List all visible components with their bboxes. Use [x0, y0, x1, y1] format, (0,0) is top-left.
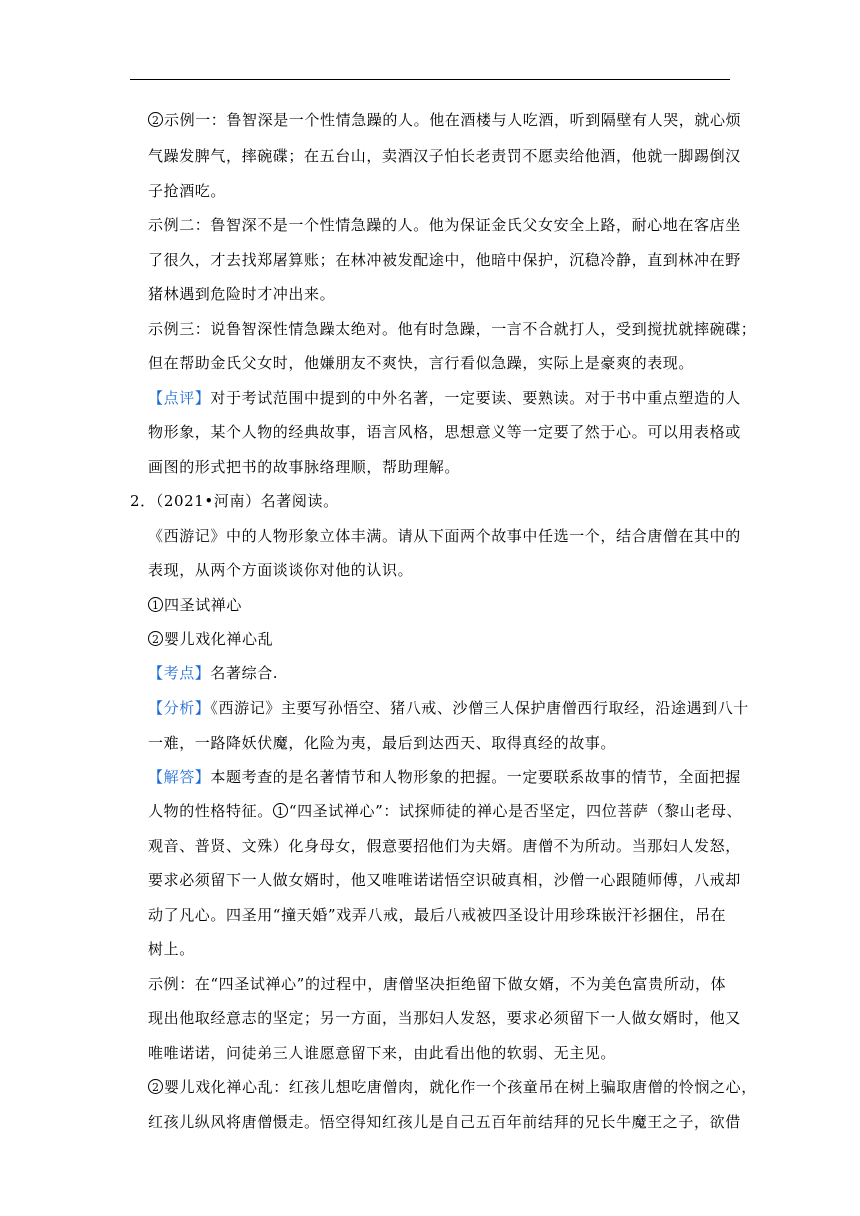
text-line: 动了凡心。四圣用“撞天婚”戏弄八戒，最后八戒被四圣设计用珍珠嵌汗衫捆住，吊在: [148, 906, 727, 924]
text-line: 2 示例一：鲁智深是一个性情急躁的人。他在酒楼与人吃酒，听到隔壁有人哭，就心烦: [148, 110, 741, 130]
text-line: 画图的形式把书的故事脉络理顺，帮助理解。: [148, 458, 461, 476]
circled-number: 2: [148, 1079, 163, 1094]
circled-number: 2: [148, 631, 163, 646]
text-line: 猪林遇到危险时才冲出来。: [148, 285, 336, 303]
text-line: 示例三：说鲁智深性情急躁太绝对。他有时急躁，一言不合就打人，受到搅扰就摔碗碟；: [148, 320, 757, 338]
text-line: 但在帮助金氏父女时，他嫌朋友不爽快，言行看似急躁，实际上是豪爽的表现。: [148, 354, 695, 372]
circled-number: 1: [148, 597, 163, 612]
text-line: 气躁发脾气，摔碗碟；在五台山，卖酒汉子怕长老责罚不愿卖给他酒，他就一脚踢倒汉: [148, 147, 741, 165]
point-tag: 【考点】: [148, 664, 211, 682]
text-line: 物形象，某个人物的经典故事，语言风格，思想意义等一定要了然于心。可以用表格或: [148, 423, 741, 441]
option-item: 1 四圣试禅心: [148, 595, 242, 615]
text-line: 【考点】名著综合.: [148, 664, 279, 682]
text-line: 《西游记》中的人物形象立体丰满。请从下面两个故事中任选一个，结合唐僧在其中的: [148, 527, 741, 545]
question-heading: 2．（2021•河南）名著阅读。: [130, 492, 339, 510]
text-line: 示例二：鲁智深不是一个性情急躁的人。他为保证金氏父女安全上路，耐心地在客店坐: [148, 216, 741, 234]
text-line: 观音、普贤、文殊）化身母女，假意要招他们为夫婿。唐僧不为所动。当那妇人发怒，: [148, 837, 741, 855]
text-line: 了很久，才去找郑屠算账；在林冲被发配途中，他暗中保护，沉稳冷静，直到林冲在野: [148, 251, 741, 269]
circled-number: 2: [148, 112, 163, 127]
text-line: 子抢酒吃。: [148, 182, 227, 200]
text-line: 唯唯诺诺，问徒弟三人谁愿意留下来，由此看出他的软弱、无主见。: [148, 1044, 617, 1062]
header-rule: [130, 79, 730, 80]
text-line: 现出他取经意志的坚定；另一方面，当那妇人发怒，要求必须留下一人做女婿时，他又: [148, 1009, 741, 1027]
answer-tag: 【解答】: [148, 768, 211, 786]
text-line: 人物的性格特征。 1 “四圣试禅心”：试探师徒的禅心是否坚定，四位菩萨（黎山老母、: [148, 802, 743, 820]
text-line: 示例：在“四圣试禅心”的过程中，唐僧坚决拒绝留下做女婿，不为美色富贵所动，体: [148, 975, 727, 993]
text-line: 红孩儿纵风将唐僧慑走。悟空得知红孩儿是自己五百年前结拜的兄长牛魔王之子，欲借: [148, 1113, 741, 1131]
text-line: 树上。: [148, 940, 195, 958]
comment-tag: 【点评】: [148, 389, 211, 407]
circled-number: 1: [273, 803, 288, 818]
text-line: 表现，从两个方面谈谈你对他的认识。: [148, 561, 414, 579]
text-line: 【分析】《西游记》主要写孙悟空、猪八戒、沙僧三人保护唐僧西行取经，沿途遇到八十: [148, 699, 749, 717]
option-item: 2 婴儿戏化禅心乱: [148, 629, 273, 649]
analysis-tag: 【分析】: [148, 699, 211, 717]
text-line: 【解答】本题考查的是名著情节和人物形象的把握。一定要联系故事的情节，全面把握: [148, 768, 741, 786]
text-line: 一难，一路降妖伏魔，化险为夷，最后到达西天、取得真经的故事。: [148, 734, 617, 752]
text-line: 要求必须留下一人做女婿时，他又唯唯诺诺悟空识破真相，沙僧一心跟随师傅，八戒却: [148, 871, 741, 889]
text-line: 2 婴儿戏化禅心乱：红孩儿想吃唐僧肉，就化作一个孩童吊在树上骗取唐僧的怜悯之心，: [148, 1077, 757, 1097]
text-line: 【点评】对于考试范围中提到的中外名著，一定要读、要熟读。对于书中重点塑造的人: [148, 389, 741, 407]
